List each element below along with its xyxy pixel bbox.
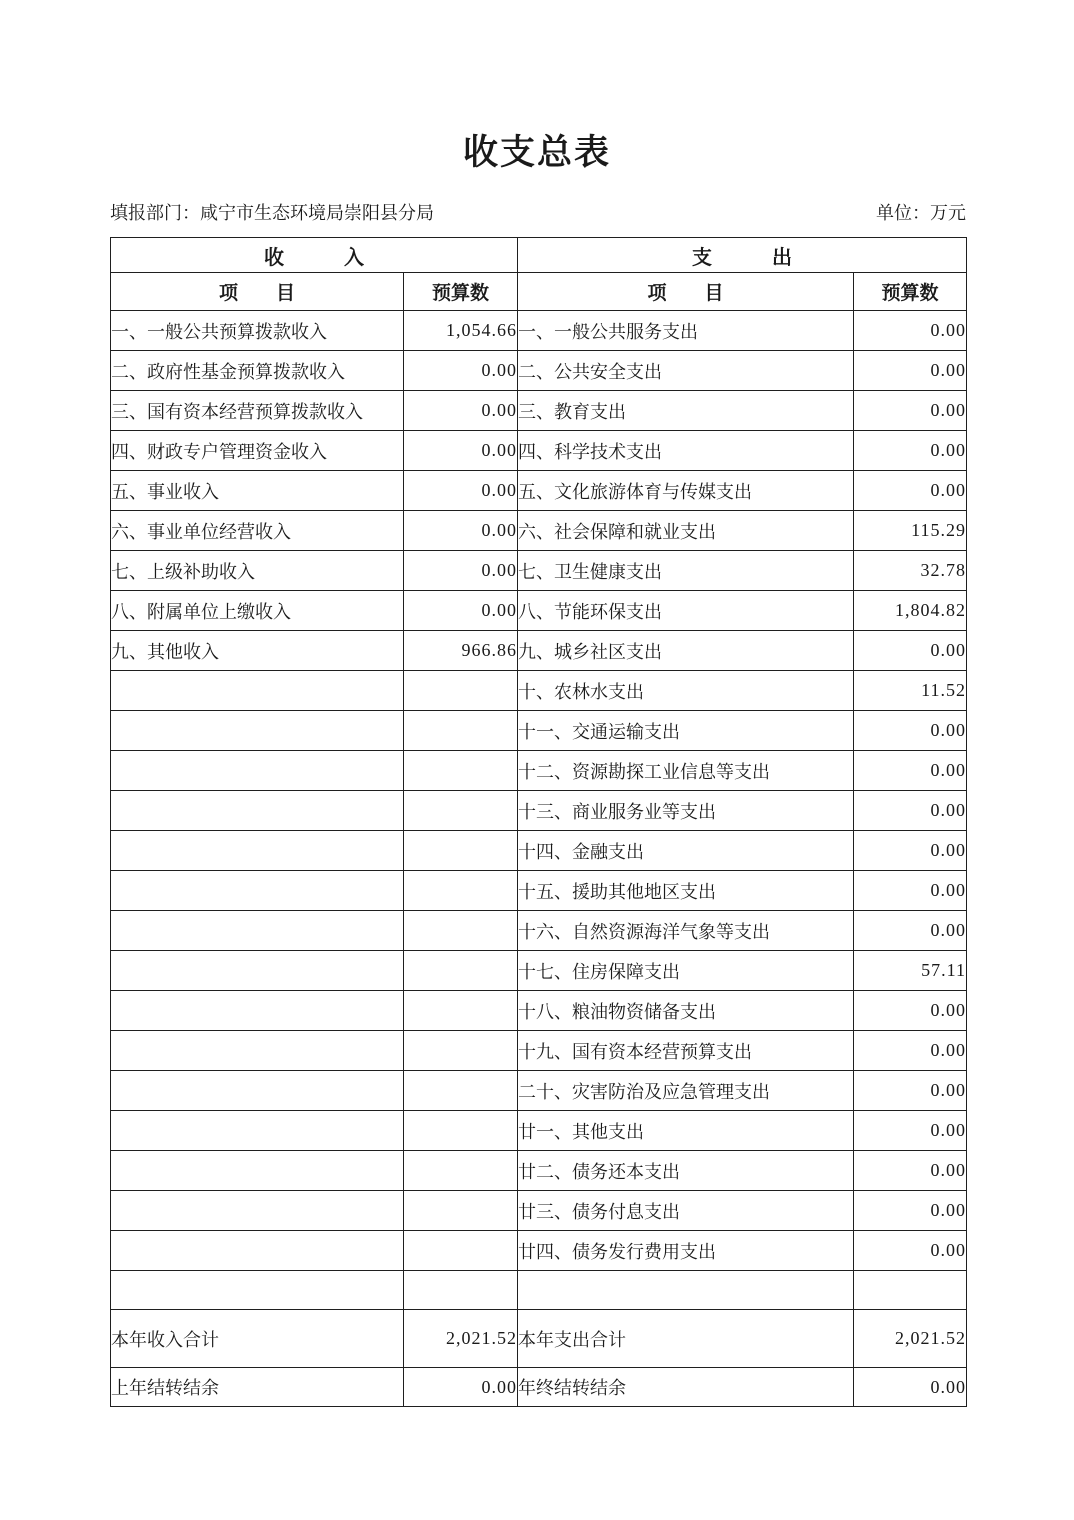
income-budget-cell: 1,054.66	[404, 311, 518, 351]
income-item-cell	[111, 671, 404, 711]
expense-budget-cell: 115.29	[854, 511, 967, 551]
income-budget-cell: 0.00	[404, 471, 518, 511]
table-body	[111, 311, 967, 1407]
column-header-row	[111, 273, 967, 311]
income-item-cell	[111, 1111, 404, 1151]
expense-budget-cell: 0.00	[854, 911, 967, 951]
expense-budget-cell: 0.00	[854, 351, 967, 391]
table-row	[111, 1310, 967, 1368]
expense-budget-cell: 0.00	[854, 1191, 967, 1231]
expense-item-cell: 廿二、债务还本支出	[518, 1151, 854, 1191]
expense-item-cell: 六、社会保障和就业支出	[518, 511, 854, 551]
expense-budget-cell: 1,804.82	[854, 591, 967, 631]
income-expense-table	[110, 237, 967, 1407]
table-row	[111, 711, 967, 751]
income-budget-cell	[404, 1111, 518, 1151]
income-item-cell	[111, 831, 404, 871]
income-item-cell: 七、上级补助收入	[111, 551, 404, 591]
income-budget-cell: 0.00	[404, 1368, 518, 1407]
income-item-cell: 六、事业单位经营收入	[111, 511, 404, 551]
income-item-cell: 本年收入合计	[111, 1310, 404, 1368]
expense-budget-cell: 0.00	[854, 791, 967, 831]
income-item-cell	[111, 1191, 404, 1231]
expense-budget-cell: 0.00	[854, 311, 967, 351]
expense-item-cell: 二、公共安全支出	[518, 351, 854, 391]
expense-budget-cell: 0.00	[854, 1231, 967, 1271]
income-budget-column-header: 预算数	[404, 273, 518, 311]
income-item-cell: 上年结转结余	[111, 1368, 404, 1407]
table-row	[111, 991, 967, 1031]
table-row	[111, 591, 967, 631]
income-budget-cell	[404, 1071, 518, 1111]
table-row	[111, 871, 967, 911]
income-item-cell: 八、附属单位上缴收入	[111, 591, 404, 631]
table-row	[111, 1271, 967, 1310]
expense-budget-cell: 0.00	[854, 1111, 967, 1151]
income-budget-cell	[404, 671, 518, 711]
table-row	[111, 351, 967, 391]
income-item-cell	[111, 1031, 404, 1071]
income-item-cell: 五、事业收入	[111, 471, 404, 511]
table-row	[111, 1368, 967, 1407]
income-budget-cell: 0.00	[404, 351, 518, 391]
income-item-cell: 九、其他收入	[111, 631, 404, 671]
table-row	[111, 551, 967, 591]
expense-item-cell: 二十、灾害防治及应急管理支出	[518, 1071, 854, 1111]
income-item-cell	[111, 791, 404, 831]
expense-budget-cell: 11.52	[854, 671, 967, 711]
income-budget-cell	[404, 1271, 518, 1310]
expense-item-cell: 十七、住房保障支出	[518, 951, 854, 991]
income-item-cell	[111, 1271, 404, 1310]
expense-budget-cell: 0.00	[854, 431, 967, 471]
income-budget-cell	[404, 751, 518, 791]
income-item-cell	[111, 991, 404, 1031]
table-row	[111, 831, 967, 871]
income-budget-cell: 0.00	[404, 511, 518, 551]
income-item-cell	[111, 711, 404, 751]
expense-budget-cell: 0.00	[854, 991, 967, 1031]
table-row	[111, 911, 967, 951]
table-row	[111, 431, 967, 471]
expense-item-cell: 八、节能环保支出	[518, 591, 854, 631]
expense-item-cell: 三、教育支出	[518, 391, 854, 431]
income-budget-cell	[404, 791, 518, 831]
expense-item-cell: 年终结转结余	[518, 1368, 854, 1407]
table-row	[111, 471, 967, 511]
expense-budget-cell: 0.00	[854, 1368, 967, 1407]
income-budget-cell	[404, 1151, 518, 1191]
expense-item-cell: 十四、金融支出	[518, 831, 854, 871]
income-item-cell	[111, 871, 404, 911]
income-item-cell	[111, 1071, 404, 1111]
expense-item-cell: 一、一般公共服务支出	[518, 311, 854, 351]
income-budget-cell	[404, 911, 518, 951]
table-row	[111, 751, 967, 791]
expense-item-cell	[518, 1271, 854, 1310]
expense-budget-cell: 0.00	[854, 1031, 967, 1071]
expense-section-header: 支 出	[518, 238, 967, 273]
table-row	[111, 1031, 967, 1071]
section-header-row	[111, 238, 967, 273]
expense-budget-cell: 0.00	[854, 391, 967, 431]
income-item-cell: 三、国有资本经营预算拨款收入	[111, 391, 404, 431]
income-budget-cell	[404, 711, 518, 751]
income-item-cell	[111, 751, 404, 791]
income-budget-cell	[404, 1191, 518, 1231]
expense-budget-cell: 57.11	[854, 951, 967, 991]
expense-item-cell: 十一、交通运输支出	[518, 711, 854, 751]
income-item-cell	[111, 951, 404, 991]
expense-item-cell: 七、卫生健康支出	[518, 551, 854, 591]
expense-budget-cell: 0.00	[854, 471, 967, 511]
table-row	[111, 1111, 967, 1151]
expense-item-cell: 九、城乡社区支出	[518, 631, 854, 671]
table-row	[111, 391, 967, 431]
expense-budget-cell: 0.00	[854, 751, 967, 791]
income-budget-cell: 2,021.52	[404, 1310, 518, 1368]
income-budget-cell	[404, 871, 518, 911]
expense-item-cell: 五、文化旅游体育与传媒支出	[518, 471, 854, 511]
expense-item-cell: 廿一、其他支出	[518, 1111, 854, 1151]
income-item-cell: 一、一般公共预算拨款收入	[111, 311, 404, 351]
income-section-header: 收 入	[111, 238, 518, 273]
department-label: 填报部门：咸宁市生态环境局崇阳县分局	[110, 202, 434, 223]
expense-item-cell: 四、科学技术支出	[518, 431, 854, 471]
income-item-cell	[111, 911, 404, 951]
expense-budget-cell: 2,021.52	[854, 1310, 967, 1368]
expense-budget-cell: 0.00	[854, 831, 967, 871]
table-row	[111, 791, 967, 831]
income-budget-cell	[404, 951, 518, 991]
expense-budget-column-header: 预算数	[854, 273, 967, 311]
expense-item-cell: 十八、粮油物资储备支出	[518, 991, 854, 1031]
expense-item-cell: 十六、自然资源海洋气象等支出	[518, 911, 854, 951]
income-item-cell: 二、政府性基金预算拨款收入	[111, 351, 404, 391]
income-item-cell	[111, 1151, 404, 1191]
table-row	[111, 311, 967, 351]
income-item-column-header: 项 目	[111, 273, 404, 311]
unit-label: 单位：万元	[876, 202, 966, 223]
table-row	[111, 671, 967, 711]
expense-budget-cell: 0.00	[854, 711, 967, 751]
income-budget-cell: 0.00	[404, 391, 518, 431]
income-budget-cell	[404, 1231, 518, 1271]
income-budget-cell: 0.00	[404, 551, 518, 591]
expense-item-cell: 廿三、债务付息支出	[518, 1191, 854, 1231]
table-row	[111, 631, 967, 671]
income-item-cell	[111, 1231, 404, 1271]
expense-item-cell: 十九、国有资本经营预算支出	[518, 1031, 854, 1071]
expense-item-cell: 本年支出合计	[518, 1310, 854, 1368]
expense-budget-cell: 32.78	[854, 551, 967, 591]
income-budget-cell	[404, 831, 518, 871]
table-row	[111, 1071, 967, 1111]
table-row	[111, 511, 967, 551]
meta-row	[110, 203, 966, 225]
income-budget-cell: 966.86	[404, 631, 518, 671]
expense-item-cell: 十三、商业服务业等支出	[518, 791, 854, 831]
expense-item-cell: 廿四、债务发行费用支出	[518, 1231, 854, 1271]
expense-item-cell: 十、农林水支出	[518, 671, 854, 711]
expense-budget-cell	[854, 1271, 967, 1310]
expense-item-cell: 十五、援助其他地区支出	[518, 871, 854, 911]
income-budget-cell	[404, 991, 518, 1031]
income-budget-cell: 0.00	[404, 431, 518, 471]
table-row	[111, 1231, 967, 1271]
expense-item-column-header: 项 目	[518, 273, 854, 311]
table-row	[111, 1151, 967, 1191]
expense-item-cell: 十二、资源勘探工业信息等支出	[518, 751, 854, 791]
expense-budget-cell: 0.00	[854, 871, 967, 911]
page-title: 收支总表	[462, 133, 611, 172]
income-item-cell: 四、财政专户管理资金收入	[111, 431, 404, 471]
income-budget-cell: 0.00	[404, 591, 518, 631]
income-budget-cell	[404, 1031, 518, 1071]
table-row	[111, 1191, 967, 1231]
table-row	[111, 951, 967, 991]
expense-budget-cell: 0.00	[854, 631, 967, 671]
expense-budget-cell: 0.00	[854, 1071, 967, 1111]
expense-budget-cell: 0.00	[854, 1151, 967, 1191]
